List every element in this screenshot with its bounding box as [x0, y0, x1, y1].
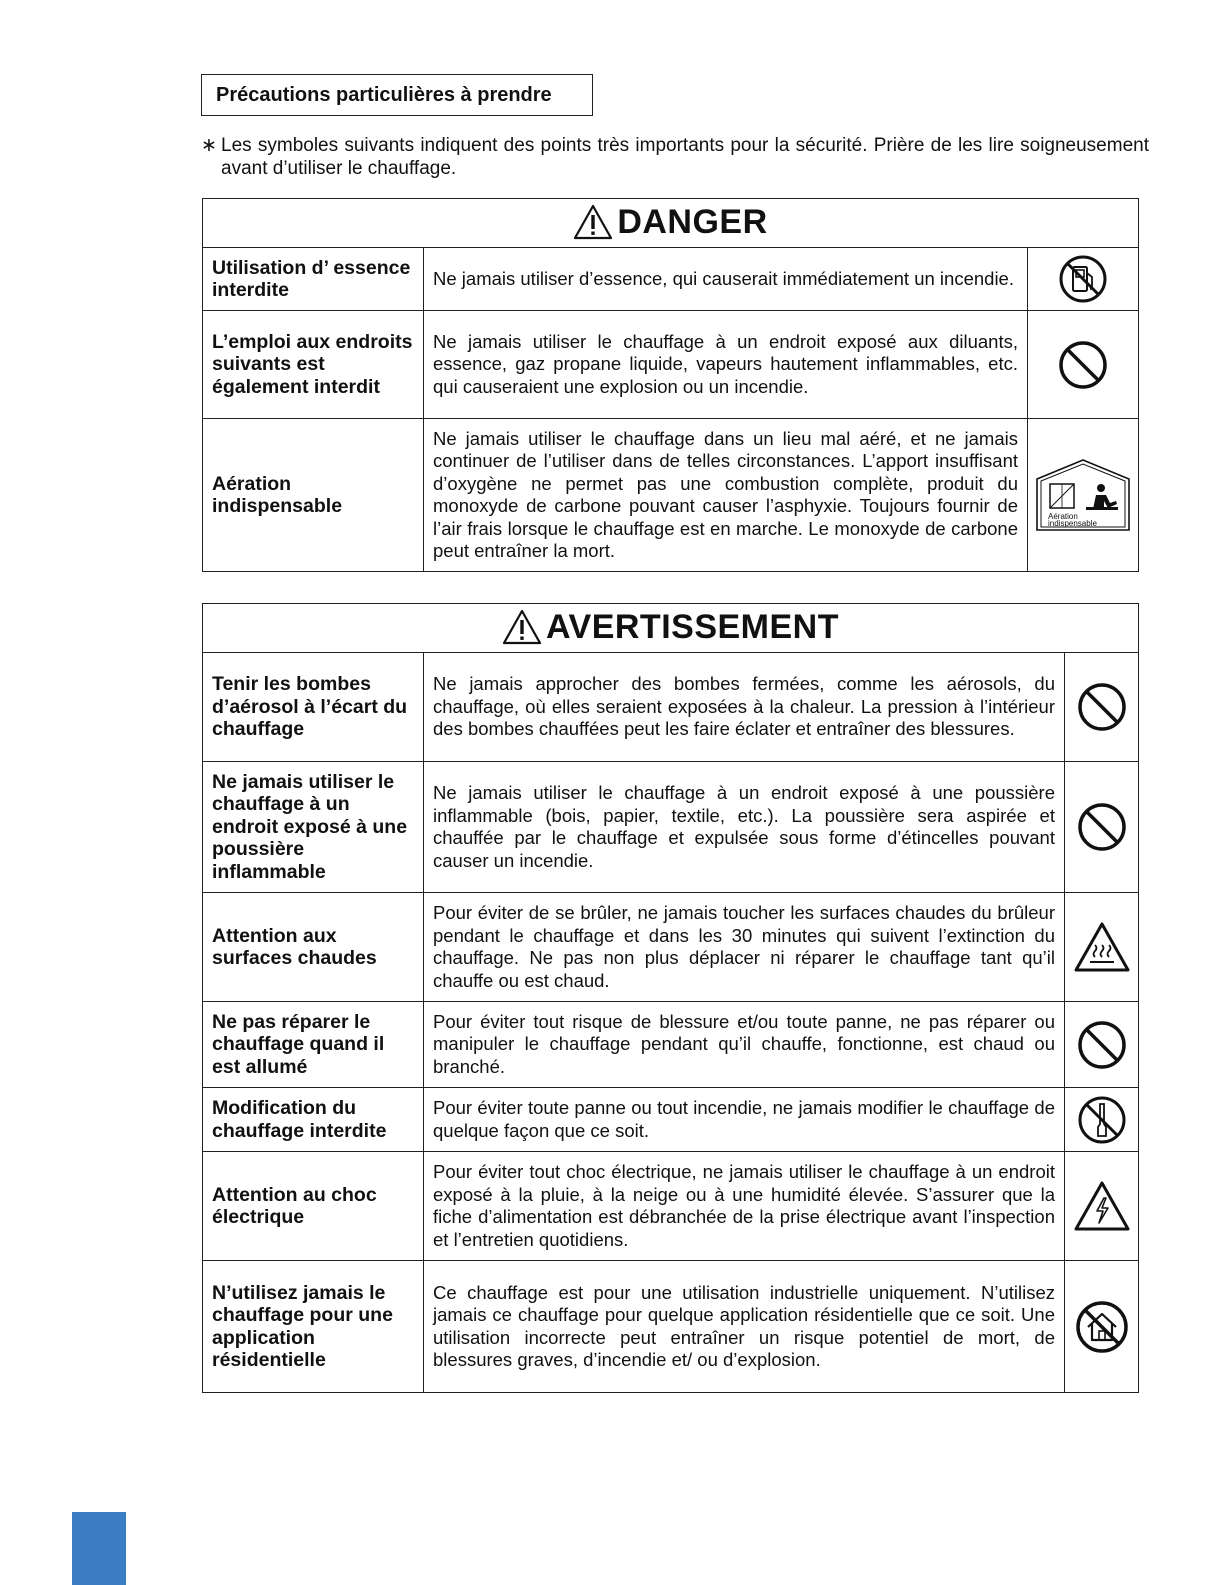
row-description: Pour éviter toute panne ou tout incendie, ne jamais modifier le chauffage de quelque façon que ce soit.	[424, 1088, 1065, 1152]
row-description: Pour éviter tout choc électrique, ne jamais utiliser le chauffage à un endroit exposé à la pluie, à la neige ou à une humidité élevée. S’assurer que la fiche d’alimentation est débranchée de la prise électrique avant l’inspection et l’entretien quotidiens.	[424, 1152, 1065, 1261]
row-description: Ne jamais utiliser d’essence, qui causerait immédiatement un incendie.	[424, 248, 1028, 311]
row-icon-cell	[1065, 893, 1139, 1002]
table-row	[203, 248, 1139, 311]
warning-triangle-icon	[573, 204, 613, 240]
table-row	[203, 1088, 1139, 1152]
row-description: Pour éviter de se brûler, ne jamais toucher les surfaces chaudes du brûleur pendant le chauffage et dans les 30 minutes qui suivent l’extinction du chauffage. Ne pas non plus déplacer ni réparer le chauffage tant qu’il chauffe ou est chaud.	[424, 893, 1065, 1002]
row-icon-cell	[1028, 419, 1139, 572]
electric-shock-icon	[1073, 1180, 1131, 1232]
page-tab-marker	[72, 1512, 126, 1585]
table-row	[203, 1152, 1139, 1261]
table-row	[203, 653, 1139, 762]
table-row	[203, 1002, 1139, 1088]
warning-title-text: AVERTISSEMENT	[545, 608, 839, 647]
row-icon-cell	[1065, 1002, 1139, 1088]
icon-caption-line-2: indispensable	[1048, 519, 1097, 528]
ventilation-icon	[1034, 457, 1132, 533]
danger-table	[202, 198, 1139, 572]
row-description: Ne jamais utiliser le chauffage à un endroit exposé à une poussière inflammable (bois, papier, textile, etc.). La poussière sera aspirée et chauffée par le chauffage et expulsée sous forme d’étincelles pouvant causer un incendie.	[424, 762, 1065, 893]
row-label: Attention au choc électrique	[203, 1152, 424, 1261]
no-gasoline-icon	[1057, 253, 1109, 305]
warning-triangle-icon	[502, 609, 542, 645]
row-label: Ne jamais utiliser le chauffage à un endroit exposé à une poussière inflammable	[203, 762, 424, 893]
row-description: Ne jamais approcher des bombes fermées, comme les aérosols, du chauffage, où elles seraient exposées à la chaleur. La pression à l’intérieur des bombes chauffées peut les faire éclater et entraîner des blessures.	[424, 653, 1065, 762]
table-row	[203, 419, 1139, 572]
row-label: Ne pas réparer le chauffage quand il est allumé	[203, 1002, 424, 1088]
asterisk-bullet: ∗	[201, 135, 217, 156]
row-description: Ne jamais utiliser le chauffage dans un lieu mal aéré, et ne jamais continuer de l’utiliser dans de telles circonstances. L’apport insuffisant d’oxygène ne permet pas une combustion complète, produit du monoxyde de carbone pouvant causer l’asphyxie. Toujours fournir de l’air frais lorsque le chauffage est en marche. Le monoxyde de carbone peut entraîner la mort.	[424, 419, 1028, 572]
danger-title-text: DANGER	[617, 203, 768, 242]
row-label: Aération indispensable	[203, 419, 424, 572]
prohibited-icon	[1057, 339, 1109, 391]
row-label: Attention aux surfaces chaudes	[203, 893, 424, 1002]
row-icon-cell	[1065, 653, 1139, 762]
section-heading: Précautions particulières à prendre	[201, 74, 593, 116]
icon-caption-line-1: Aération	[1048, 512, 1078, 521]
row-description: Pour éviter tout risque de blessure et/ou toute panne, ne pas réparer ou manipuler le chauffage pendant qu’il chauffe, fonctionne, est chaud ou branché.	[424, 1002, 1065, 1088]
row-icon-cell	[1065, 1261, 1139, 1393]
danger-title	[203, 199, 1139, 248]
warning-title	[203, 604, 1139, 653]
row-label: L’emploi aux endroits suivants est également interdit	[203, 311, 424, 419]
row-label: Utilisation d’ essence interdite	[203, 248, 424, 311]
row-label: Tenir les bombes d’aérosol à l’écart du chauffage	[203, 653, 424, 762]
no-modification-icon	[1076, 1094, 1128, 1146]
row-label: Modification du chauffage interdite	[203, 1088, 424, 1152]
table-row	[203, 311, 1139, 419]
no-residential-icon	[1074, 1299, 1130, 1355]
row-description: Ne jamais utiliser le chauffage à un endroit exposé aux diluants, essence, gaz propane liquide, vapeurs hautement inflammables, etc. qui causeraient une explosion ou un incendie.	[424, 311, 1028, 419]
intro-note	[201, 134, 1149, 180]
table-row	[203, 762, 1139, 893]
warning-table	[202, 603, 1139, 1393]
intro-text: Les symboles suivants indiquent des points très importants pour la sécurité. Prière de les lire soigneusement avant d’utiliser le chauffage.	[221, 135, 1149, 179]
row-description: Ce chauffage est pour une utilisation industrielle uniquement. N’utilisez jamais ce chauffage pour quelque application résidentielle que ce soit. Une utilisation incorrecte peut entraîner un risque potentiel de mort, de blessures graves, d’incendie et/ ou d’explosion.	[424, 1261, 1065, 1393]
prohibited-icon	[1076, 1019, 1128, 1071]
table-row	[203, 893, 1139, 1002]
row-icon-cell	[1028, 248, 1139, 311]
row-icon-cell	[1065, 1152, 1139, 1261]
row-icon-cell	[1028, 311, 1139, 419]
prohibited-icon	[1076, 681, 1128, 733]
row-label: N’utilisez jamais le chauffage pour une application résidentielle	[203, 1261, 424, 1393]
hot-surface-icon	[1073, 921, 1131, 973]
prohibited-icon	[1076, 801, 1128, 853]
row-icon-cell	[1065, 1088, 1139, 1152]
row-icon-cell	[1065, 762, 1139, 893]
table-row	[203, 1261, 1139, 1393]
